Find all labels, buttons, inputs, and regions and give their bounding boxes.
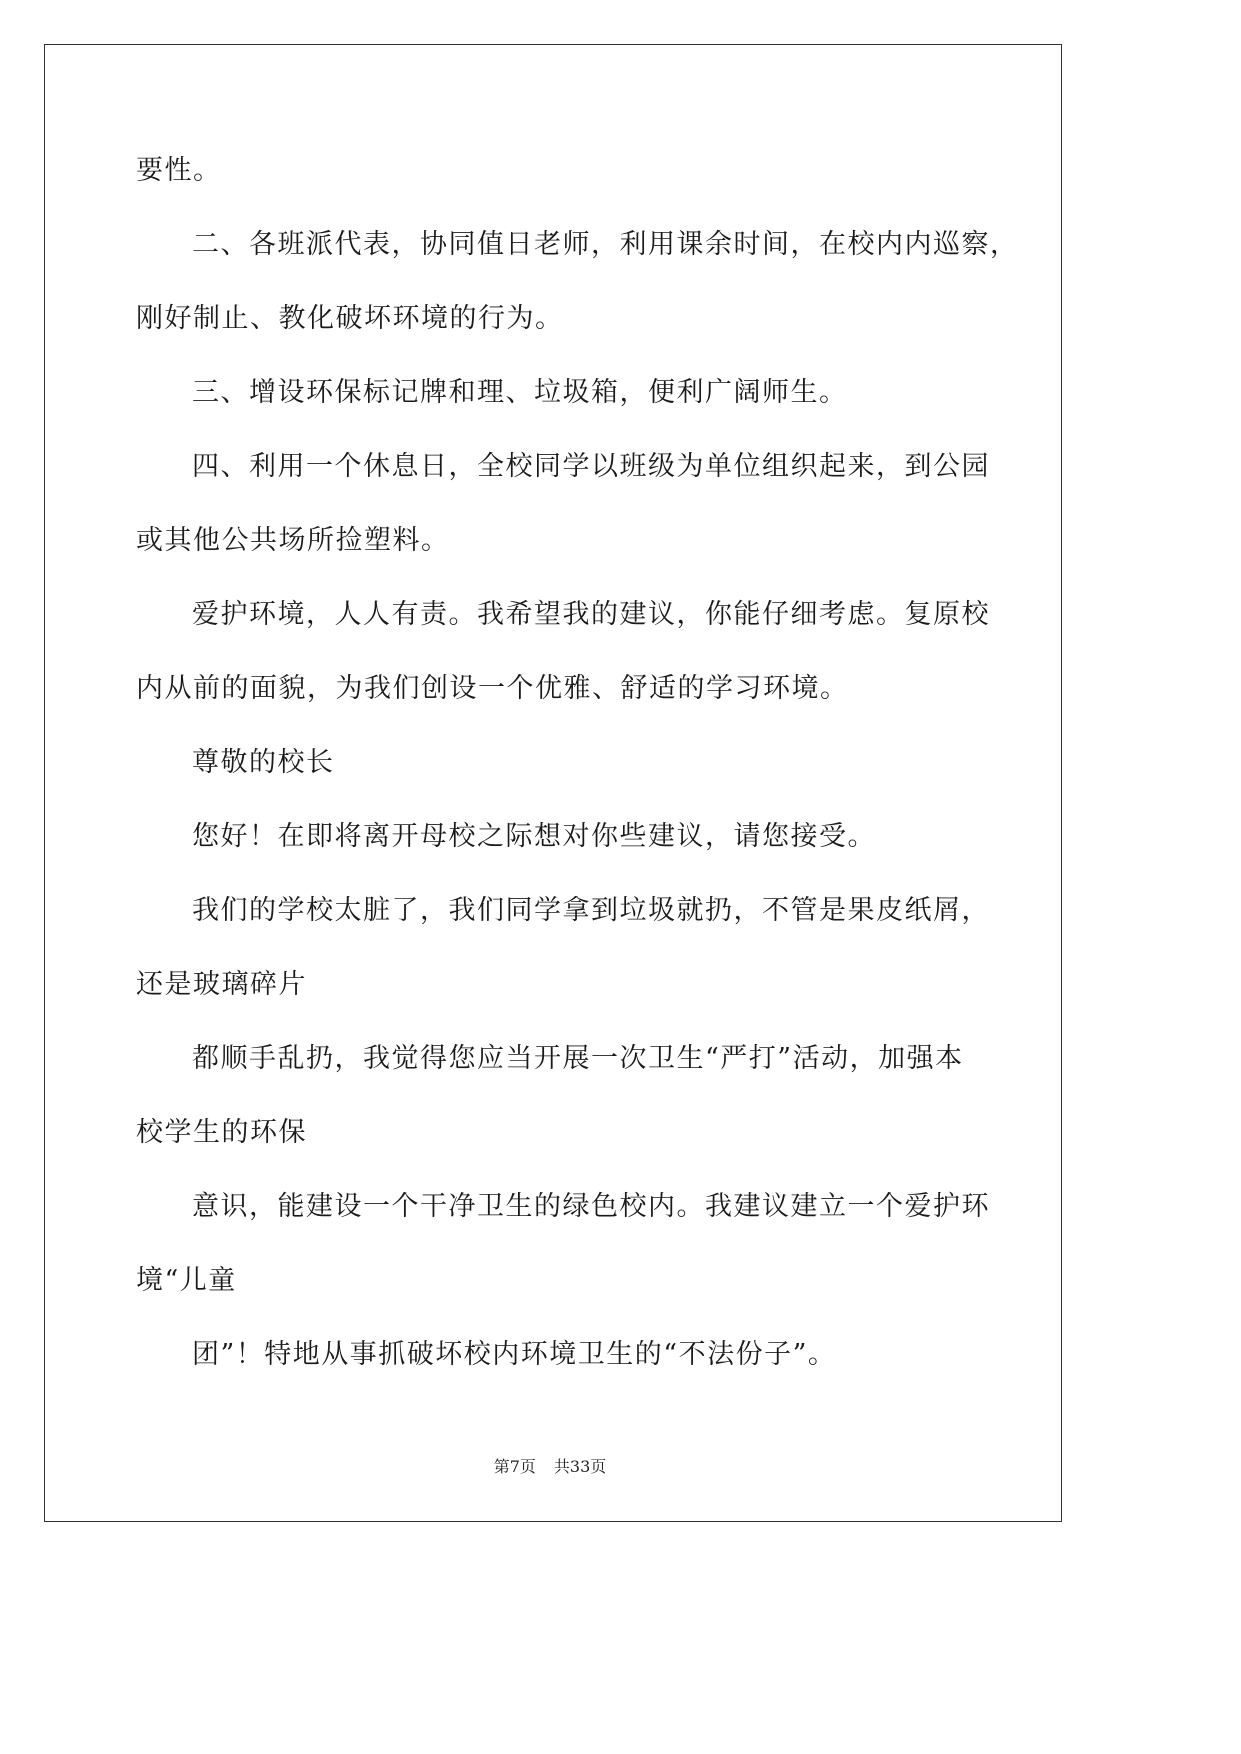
text-line: 意识，能建设一个干净卫生的绿色校内。我建议建立一个爱护环 <box>192 1191 990 1222</box>
page-footer <box>0 1454 1100 1477</box>
text-line: 四、利用一个休息日，全校同学以班级为单位组织起来，到公园 <box>192 451 990 482</box>
text-line: 境“儿童 <box>136 1265 237 1296</box>
text-line: 内从前的面貌，为我们创设一个优雅、舒适的学习环境。 <box>136 673 849 704</box>
document-body <box>136 134 1019 1392</box>
page-number: 第7页 <box>493 1457 536 1476</box>
text-line: 尊敬的校长 <box>192 747 335 778</box>
text-line: 或其他公共场所捡塑料。 <box>136 525 450 556</box>
text-line: 三、增设环保标记牌和理、垃圾箱，便利广阔师生。 <box>192 377 848 408</box>
text-line: 团”！特地从事抓破坏校内环境卫生的“不法份子”。 <box>192 1339 837 1370</box>
total-pages: 共33页 <box>553 1457 607 1476</box>
text-line: 刚好制止、教化破坏环境的行为。 <box>136 303 564 334</box>
text-line: 您好！在即将离开母校之际想对你些建议，请您接受。 <box>192 821 876 852</box>
text-line: 还是玻璃碎片 <box>136 969 307 1000</box>
text-line: 要性。 <box>136 155 222 186</box>
text-line: 校学生的环保 <box>136 1117 307 1148</box>
text-line: 都顺手乱扔，我觉得您应当开展一次卫生“严打”活动，加强本 <box>192 1043 964 1074</box>
text-line: 爱护环境，人人有责。我希望我的建议，你能仔细考虑。复原校 <box>192 599 990 630</box>
text-line: 我们的学校太脏了，我们同学拿到垃圾就扔，不管是果皮纸屑， <box>192 895 990 926</box>
text-line: 二、各班派代表，协同值日老师，利用课余时间，在校内内巡察， <box>192 229 1019 260</box>
